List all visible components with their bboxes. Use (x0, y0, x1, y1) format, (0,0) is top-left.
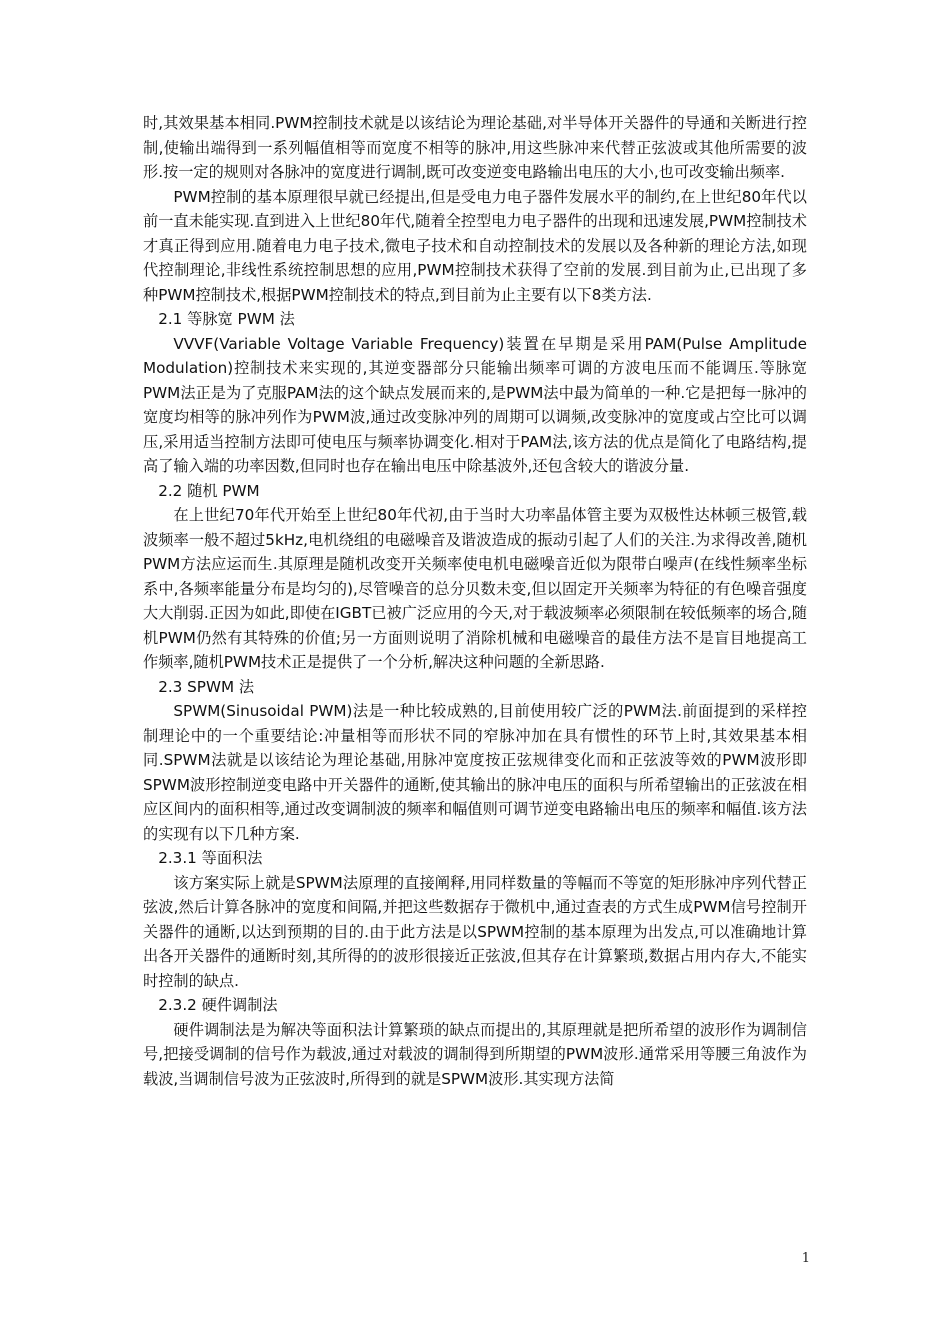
paragraph-equal-area: 该方案实际上就是SPWM法原理的直接阐释,用同样数量的等幅而不等宽的矩形脉冲序列代替正弦波,然后计算各脉冲的宽度和间隔,并把这些数据存于微机中,通过查表的方式生成PWM信号控制开关器件的通断,以达到预期的目的.由于此方法是以SPWM控制的基本原理为出发点,可以准确地计算出各开关器件的通断时刻,其所得的的波形很接近正弦波,但其存在计算繁琐,数据占用内存大,不能实时控制的缺点. (143, 873, 807, 990)
section-heading-2-3-2: 2.3.2 硬件调制法 (158, 996, 278, 1014)
section-heading-2-1: 2.1 等脉宽 PWM 法 (158, 310, 295, 328)
paragraph-pwm-principle: PWM控制的基本原理很早就已经提出,但是受电力电子器件发展水平的制约,在上世纪80年代以前一直未能实现.直到进入上世纪80年代,随着全控型电力电子器件的出现和迅速发展,PWM控制技术才真正得到应用.随着电力电子技术,微电子技术和自动控制技术的发展以及各种新的理论方法,如现代控制理论,非线性系统控制思想的应用,PWM控制技术获得了空前的发展.到目前为止,已出现了多种PWM控制技术,根据PWM控制技术的特点,到目前为止主要有以下8类方法. (143, 187, 807, 304)
section-heading-2-3: 2.3 SPWM 法 (158, 677, 255, 696)
document-body (143, 111, 807, 1091)
paragraph-random-pwm: 在上世纪70年代开始至上世纪80年代初,由于当时大功率晶体管主要为双极性达林顿三极管,载波频率一般不超过5kHz,电机绕组的电磁噪音及谐波造成的振动引起了人们的关注.为求得改善,随机PWM方法应运而生.其原理是随机改变开关频率使电机电磁噪音近似为限带白噪声(在线性频率坐标系中,各频率能量分布是均匀的),尽管噪音的总分贝数未变,但以固定开关频率为特征的有色噪音强度大大削弱.正因为如此,即使在IGBT已被广泛应用的今天,对于载波频率必须限制在较低频率的场合,随机PWM仍然有其特殊的价值;另一方面则说明了消除机械和电磁噪音的最佳方法不是盲目地提高工作频率,随机PWM技术正是提供了一个分析,解决这种问题的全新思路. (143, 506, 807, 671)
paragraph-continuation: 时,其效果基本相同.PWM控制技术就是以该结论为理论基础,对半导体开关器件的导通和关断进行控制,使输出端得到一系列幅值相等而宽度不相等的脉冲,用这些脉冲来代替正弦波或其他所需要的波形.按一定的规则对各脉冲的宽度进行调制,既可改变逆变电路输出电压的大小,也可改变输出频率. (143, 114, 807, 181)
section-heading-2-3-1: 2.3.1 等面积法 (158, 849, 263, 867)
paragraph-hardware-modulation: 硬件调制法是为解决等面积法计算繁琐的缺点而提出的,其原理就是把所希望的波形作为调制信号,把接受调制的信号作为载波,通过对载波的调制得到所期望的PWM波形.通常采用等腰三角波作为载波,当调制信号波为正弦波时,所得到的就是SPWM波形.其实现方法简 (143, 1020, 807, 1088)
paragraph-equal-pulse-width: VVVF(Variable Voltage Variable Frequency)装置在早期是采用PAM(Pulse Amplitude Modulation)控制技术来实现的,其逆变器部分只能输出频率可调的方波电压而不能调压.等脉宽PWM法正是为了克服PAM法的这个缺点发展而来的,是PWM法中最为简单的一种.它是把每一脉冲的宽度均相等的脉冲列作为PWM波,通过改变脉冲列的周期可以调频,改变脉冲的宽度或占空比可以调压,采用适当控制方法即可使电压与频率协调变化.相对于PAM法,该方法的优点是简化了电路结构,提高了输入端的功率因数,但同时也存在输出电压中除基波外,还包含较大的谐波分量. (143, 334, 807, 475)
page-number: 1 (801, 1251, 810, 1266)
paragraph-spwm: SPWM(Sinusoidal PWM)法是一种比较成熟的,目前使用较广泛的PWM法.前面提到的采样控制理论中的一个重要结论:冲量相等而形状不同的窄脉冲加在具有惯性的环节上时,其效果基本相同.SPWM法就是以该结论为理论基础,用脉冲宽度按正弦规律变化而和正弦波等效的PWM波形即SPWM波形控制逆变电路中开关器件的通断,使其输出的脉冲电压的面积与所希望输出的正弦波在相应区间内的面积相等,通过改变调制波的频率和幅值则可调节逆变电路输出电压的频率和幅值.该方法的实现有以下几种方案. (143, 702, 807, 843)
section-heading-2-2: 2.2 随机 PWM (158, 481, 260, 500)
